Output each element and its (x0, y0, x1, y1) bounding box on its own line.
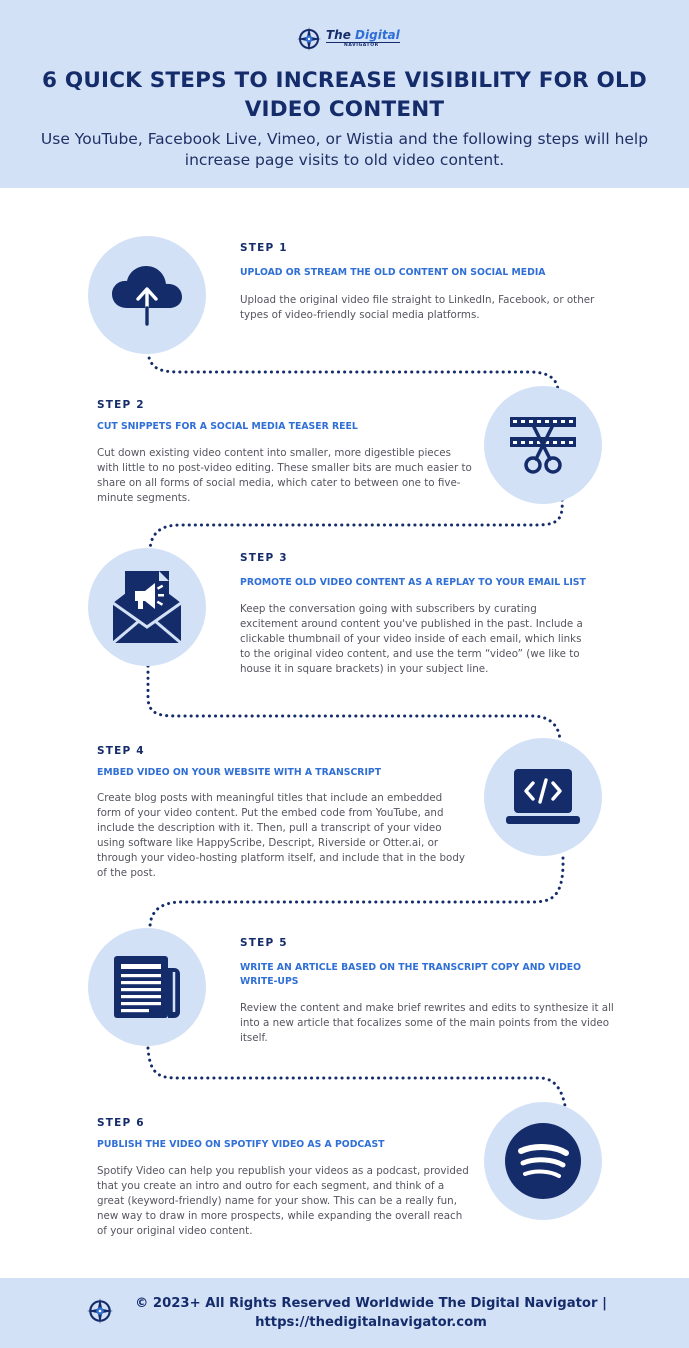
step-6-icon-circle (484, 1102, 602, 1220)
step-3 (240, 552, 590, 677)
footer (0, 1278, 689, 1348)
email-megaphone-icon (111, 569, 183, 645)
step-label: STEP 1 (240, 242, 288, 254)
step-label: STEP 6 (97, 1117, 145, 1129)
step-body: Upload the original video file straight to LinkedIn, Facebook, or other types of video-friendly social media platforms. (240, 294, 595, 321)
step-heading: EMBED VIDEO ON YOUR WEBSITE WITH A TRANSCRIPT (97, 767, 382, 778)
laptop-code-icon (504, 767, 582, 827)
spotify-icon (503, 1121, 583, 1201)
step-6 (97, 1117, 469, 1239)
step-heading: WRITE AN ARTICLE BASED ON THE TRANSCRIPT COPY AND VIDEO WRITE-UPS (240, 962, 582, 987)
step-body: Cut down existing video content into smaller, more digestible pieces with little to no post-video editing. These smaller bits are much easier to share on all forms of social media, which cater to between one to five-minute segments. (97, 447, 472, 504)
step-body: Spotify Video can help you republish your videos as a podcast, provided that you create an intro and outro for each segment, and think of a great (keyword-friendly) name for your show. This can be a really fun, new way to draw in more prospects, while expanding the overall reach of your original video content. (97, 1165, 469, 1237)
step-label: STEP 3 (240, 552, 288, 564)
step-1-icon-circle (88, 236, 206, 354)
step-2-icon-circle (484, 386, 602, 504)
step-heading: UPLOAD OR STREAM THE OLD CONTENT ON SOCIAL MEDIA (240, 267, 546, 278)
newspaper-icon (112, 954, 182, 1020)
step-4-icon-circle (484, 738, 602, 856)
step-5 (240, 937, 615, 1046)
step-3-icon-circle (88, 548, 206, 666)
page-subtitle: Use YouTube, Facebook Live, Vimeo, or Wistia and the following steps will help increase page visits to old video content. (40, 130, 649, 169)
step-label: STEP 2 (97, 399, 145, 411)
film-scissors-icon (508, 413, 578, 477)
step-5-icon-circle (88, 928, 206, 1046)
footer-copyright-link[interactable]: © 2023+ All Rights Reserved Worldwide The Digital Navigator | https://thedigitalnavigator.com (135, 1296, 607, 1330)
step-heading: PUBLISH THE VIDEO ON SPOTIFY VIDEO AS A PODCAST (97, 1139, 385, 1150)
step-body: Review the content and make brief rewrites and edits to synthesize it all into a new article that focalizes some of the main points from the video itself. (240, 1002, 614, 1044)
step-body: Keep the conversation going with subscribers by curating excitement around content you've published in the past. Include a clickable thumbnail of your video inside of each email, which links to the original video content, and use the term “video” (we like to house it in square brackets) in your subject line. (240, 603, 583, 675)
logo-name: The Digital (326, 28, 400, 43)
cloud-upload-icon (109, 264, 185, 326)
step-2 (97, 399, 472, 506)
step-label: STEP 5 (240, 937, 288, 949)
compass-icon (86, 1297, 114, 1325)
step-1 (240, 242, 620, 323)
step-label: STEP 4 (97, 745, 145, 757)
page-title: 6 QUICK STEPS TO INCREASE VISIBILITY FOR OLD VIDEO CONTENT (42, 68, 647, 122)
step-body: Create blog posts with meaningful titles that include an embedded form of your video content. Put the embed code from YouTube, and include the description with it. Then, pull a transcript of your video using software like HappyScribe, Descript, Riverside or Otter.ai, or through your video-hosting platform itself, and include that in the body of the post. (97, 792, 465, 879)
logo-subtitle: NAVIGATOR (344, 43, 379, 49)
step-4 (97, 745, 469, 881)
step-heading: PROMOTE OLD VIDEO CONTENT AS A REPLAY TO YOUR EMAIL LIST (240, 577, 586, 588)
step-heading: CUT SNIPPETS FOR A SOCIAL MEDIA TEASER REEL (97, 421, 358, 432)
